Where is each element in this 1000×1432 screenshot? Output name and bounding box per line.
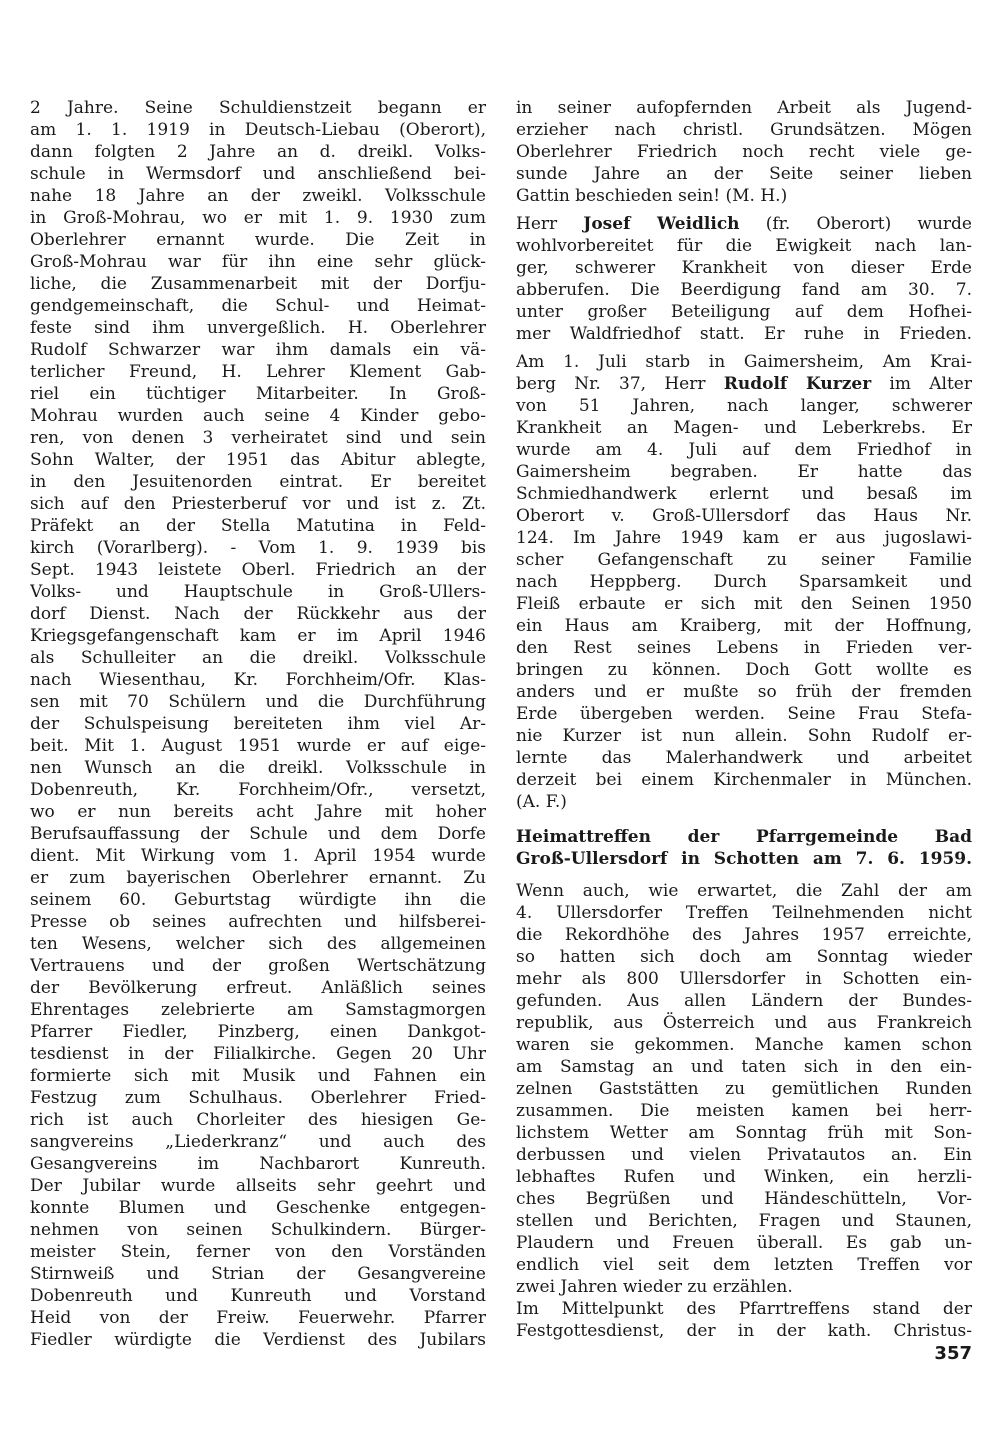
text-line: liche, die Zusammenarbeit mit der Dorfju- (30, 274, 486, 294)
text-line: Dobenreuth, Kr. Forchheim/Ofr., versetzt, (30, 780, 486, 800)
text-line: terlicher Freund, H. Lehrer Klement Gab- (30, 362, 486, 382)
text-line: dient. Mit Wirkung vom 1. April 1954 wurde (30, 846, 486, 866)
text-line: in seiner aufopfernden Arbeit als Jugend- (516, 98, 972, 118)
text-line: Heimattreffen der Pfarrgemeinde Bad (516, 827, 972, 847)
text-line: bringen zu können. Doch Gott wollte es (516, 660, 972, 680)
text-line: anders und er mußte so früh der fremden (516, 682, 972, 702)
text-line: die Rekordhöhe des Jahres 1957 erreichte, (516, 925, 972, 945)
text-line: Sohn Walter, der 1951 das Abitur ablegte, (30, 450, 486, 470)
text-line: sangvereins „Liederkranz“ und auch des (30, 1132, 486, 1152)
left-column (30, 97, 486, 1351)
text-line: Plaudern und Freuen überall. Es gab un- (516, 1233, 972, 1253)
bold-name: Josef Weidlich (583, 214, 740, 234)
text-line: beit. Mit 1. August 1951 wurde er auf eige- (30, 736, 486, 756)
text-segment: (fr. Oberort) wurde (739, 214, 972, 234)
text-line: am 1. 1. 1919 in Deutsch-Liebau (Oberort), (30, 120, 486, 140)
text-line: Stirnweiß und Strian der Gesangvereine (30, 1264, 486, 1284)
text-line: riel ein tüchtiger Mitarbeiter. In Groß- (30, 384, 486, 404)
text-line: in den Jesuitenorden eintrat. Er bereitet (30, 472, 486, 492)
text-line: zwei Jahren wieder zu erzählen. (516, 1277, 793, 1297)
text-line: (A. F.) (516, 792, 567, 812)
text-line: wurde am 4. Juli auf dem Friedhof in (516, 440, 972, 460)
text-line: so hatten sich doch am Sonntag wieder (516, 947, 972, 967)
text-line: ches Begrüßen und Händeschütteln, Vor- (516, 1189, 972, 1209)
paragraph (516, 351, 972, 813)
text-line: meister Stein, ferner von den Vorständen (30, 1242, 486, 1262)
text-line: wo er nun bereits acht Jahre mit hoher (30, 802, 486, 822)
text-line: der Schulspeisung bereiteten ihm viel Ar- (30, 714, 486, 734)
text-line (516, 373, 972, 395)
text-line: Sept. 1943 leistete Oberl. Friedrich an der (30, 560, 486, 580)
text-line: nen Wunsch an die dreikl. Volksschule in (30, 758, 486, 778)
text-line: stellen und Berichten, Fragen und Staunen, (516, 1211, 972, 1231)
text-line: am Samstag an und taten sich in den ein- (516, 1057, 972, 1077)
text-line: Oberort v. Groß-Ullersdorf das Haus Nr. (516, 506, 972, 526)
text-line: sunde Jahre an der Seite seiner lieben (516, 164, 972, 184)
text-line: Kriegsgefangenschaft kam er im April 1946 (30, 626, 486, 646)
text-segment: Herr (516, 214, 584, 234)
text-line: zusammen. Die meisten kamen bei herr- (516, 1101, 972, 1121)
text-line: Dobenreuth und Kunreuth und Vorstand (30, 1286, 486, 1306)
text-line: Groß-Mohrau war für ihn eine sehr glück- (30, 252, 486, 272)
text-line: nie Kurzer ist nun allein. Sohn Rudolf er- (516, 726, 972, 746)
paragraph (30, 97, 486, 1351)
text-line: Pfarrer Fiedler, Pinzberg, einen Dankgot- (30, 1022, 486, 1042)
text-line: feste sind ihm unvergeßlich. H. Oberlehrer (30, 318, 486, 338)
text-line: Gaimersheim begraben. Er hatte das (516, 462, 972, 482)
text-line: nahe 18 Jahre an der zweikl. Volksschule (30, 186, 486, 206)
text-line: Mohrau wurden auch seine 4 Kinder gebo- (30, 406, 486, 426)
paragraph (516, 1298, 972, 1342)
text-line: Volks- und Hauptschule in Groß-Ullers- (30, 582, 486, 602)
text-line: rich ist auch Chorleiter des hiesigen Ge- (30, 1110, 486, 1130)
text-line: 4. Ullersdorfer Treffen Teilnehmenden nicht (516, 903, 972, 923)
text-line: tesdienst in der Filialkirche. Gegen 20 Uhr (30, 1044, 486, 1064)
text-line: Oberlehrer ernannt wurde. Die Zeit in (30, 230, 486, 250)
text-line: lichstem Wetter am Sonntag früh mit Son- (516, 1123, 972, 1143)
page-number: 357 (934, 1343, 972, 1364)
text-line: mehr als 800 Ullersdorfer in Schotten ein- (516, 969, 972, 989)
text-line: derbussen und vielen Privatautos an. Ein (516, 1145, 972, 1165)
text-line: Schmiedhandwerk erlernt und besaß im (516, 484, 972, 504)
text-line: abberufen. Die Beerdigung fand am 30. 7. (516, 280, 972, 300)
text-line: formierte sich mit Musik und Fahnen ein (30, 1066, 486, 1086)
text-segment: berg Nr. 37, Herr (516, 374, 724, 394)
text-line: Erde übergeben werden. Seine Frau Stefa- (516, 704, 972, 724)
text-line: Am 1. Juli starb in Gaimersheim, Am Krai- (516, 352, 972, 372)
text-line: dann folgten 2 Jahre an d. dreikl. Volks- (30, 142, 486, 162)
paragraph (516, 880, 972, 1298)
text-line: gefunden. Aus allen Ländern der Bundes- (516, 991, 972, 1011)
text-line: ren, von denen 3 verheiratet sind und sein (30, 428, 486, 448)
text-line: Rudolf Schwarzer war ihm damals ein vä- (30, 340, 486, 360)
text-line: scher Gefangenschaft zu seiner Familie (516, 550, 972, 570)
text-line: ger, schwerer Krankheit von dieser Erde (516, 258, 972, 278)
text-line: Festzug zum Schulhaus. Oberlehrer Fried- (30, 1088, 486, 1108)
text-line: ein Haus am Kraiberg, mit der Hoffnung, (516, 616, 972, 636)
text-line: waren sie gekommen. Manche kamen schon (516, 1035, 972, 1055)
text-line: 124. Im Jahre 1949 kam er aus jugoslawi- (516, 528, 972, 548)
text-line: ten Wesens, welcher sich des allgemeinen (30, 934, 486, 954)
text-line: nach Wiesenthau, Kr. Forchheim/Ofr. Klas- (30, 670, 486, 690)
section-heading (516, 826, 972, 870)
text-line: nach Heppberg. Durch Sparsamkeit und (516, 572, 972, 592)
text-line: den Rest seines Lebens in Frieden ver- (516, 638, 972, 658)
text-line: in Groß-Mohrau, wo er mit 1. 9. 1930 zum (30, 208, 486, 228)
text-line: Vertrauens und der großen Wertschätzung (30, 956, 486, 976)
text-line: Berufsauffassung der Schule und dem Dorfe (30, 824, 486, 844)
text-line: nehmen von seinen Schulkindern. Bürger- (30, 1220, 486, 1240)
text-line: Fiedler würdigte die Verdienst des Jubilars (30, 1330, 486, 1350)
text-line: Ehrentages zelebrierte am Samstagmorgen (30, 1000, 486, 1020)
text-line: Der Jubilar wurde allseits sehr geehrt und (30, 1176, 486, 1196)
paragraph (516, 97, 972, 207)
text-line: von 51 Jahren, nach langer, schwerer (516, 396, 972, 416)
text-line: Groß-Ullersdorf in Schotten am 7. 6. 1959. (516, 849, 972, 869)
text-line: Präfekt an der Stella Matutina in Feld- (30, 516, 486, 536)
text-line: 2 Jahre. Seine Schuldienstzeit begann er (30, 98, 486, 118)
text-line: Gattin beschieden sein! (M. H.) (516, 186, 788, 206)
text-line: Gesangvereins im Nachbarort Kunreuth. (30, 1154, 486, 1174)
text-line: Fleiß erbaute er sich mit den Seinen 1950 (516, 594, 972, 614)
text-line: Presse ob seines aufrechten und hilfsberei- (30, 912, 486, 932)
paragraph (516, 213, 972, 345)
text-line: als Schulleiter an die dreikl. Volksschule (30, 648, 486, 668)
text-line: Festgottesdienst, der in der kath. Christus- (516, 1321, 972, 1341)
text-line: der Bevölkerung erfreut. Anläßlich seines (30, 978, 486, 998)
text-segment: im Alter (871, 374, 972, 394)
text-line: konnte Blumen und Geschenke entgegen- (30, 1198, 486, 1218)
text-line: wohlvorbereitet für die Ewigkeit nach lan- (516, 236, 972, 256)
text-line: seinem 60. Geburtstag würdigte ihn die (30, 890, 486, 910)
text-line: Wenn auch, wie erwartet, die Zahl der am (516, 881, 972, 901)
text-line: Heid von der Freiw. Feuerwehr. Pfarrer (30, 1308, 486, 1328)
text-line: zelnen Gaststätten zu gemütlichen Runden (516, 1079, 972, 1099)
text-line: kirch (Vorarlberg). - Vom 1. 9. 1939 bis (30, 538, 486, 558)
text-line: Im Mittelpunkt des Pfarrtreffens stand der (516, 1299, 972, 1319)
text-line (516, 213, 972, 235)
text-line: republik, aus Österreich und aus Frankreich (516, 1013, 972, 1033)
bold-name: Rudolf Kurzer (723, 374, 872, 394)
text-line: lernte das Malerhandwerk und arbeitet (516, 748, 972, 768)
text-line: sich auf den Priesterberuf vor und ist z. Zt. (30, 494, 486, 514)
text-line: derzeit bei einem Kirchenmaler in München. (516, 770, 972, 790)
text-line: mer Waldfriedhof statt. Er ruhe in Frieden. (516, 324, 972, 344)
text-line: sen mit 70 Schülern und die Durchführung (30, 692, 486, 712)
text-line: erzieher nach christl. Grundsätzen. Mögen (516, 120, 972, 140)
text-line: unter großer Beteiligung auf dem Hofhei- (516, 302, 972, 322)
text-line: dorf Dienst. Nach der Rückkehr aus der (30, 604, 486, 624)
text-line: Krankheit an Magen- und Leberkrebs. Er (516, 418, 972, 438)
text-line: schule in Wermsdorf und anschließend bei- (30, 164, 486, 184)
text-line: er zum bayerischen Oberlehrer ernannt. Zu (30, 868, 486, 888)
text-line: gendgemeinschaft, die Schul- und Heimat- (30, 296, 486, 316)
text-line: endlich viel seit dem letzten Treffen vor (516, 1255, 972, 1275)
text-line: lebhaftes Rufen und Winken, ein herzli- (516, 1167, 972, 1187)
right-column (516, 97, 972, 1342)
text-line: Oberlehrer Friedrich noch recht viele ge- (516, 142, 972, 162)
